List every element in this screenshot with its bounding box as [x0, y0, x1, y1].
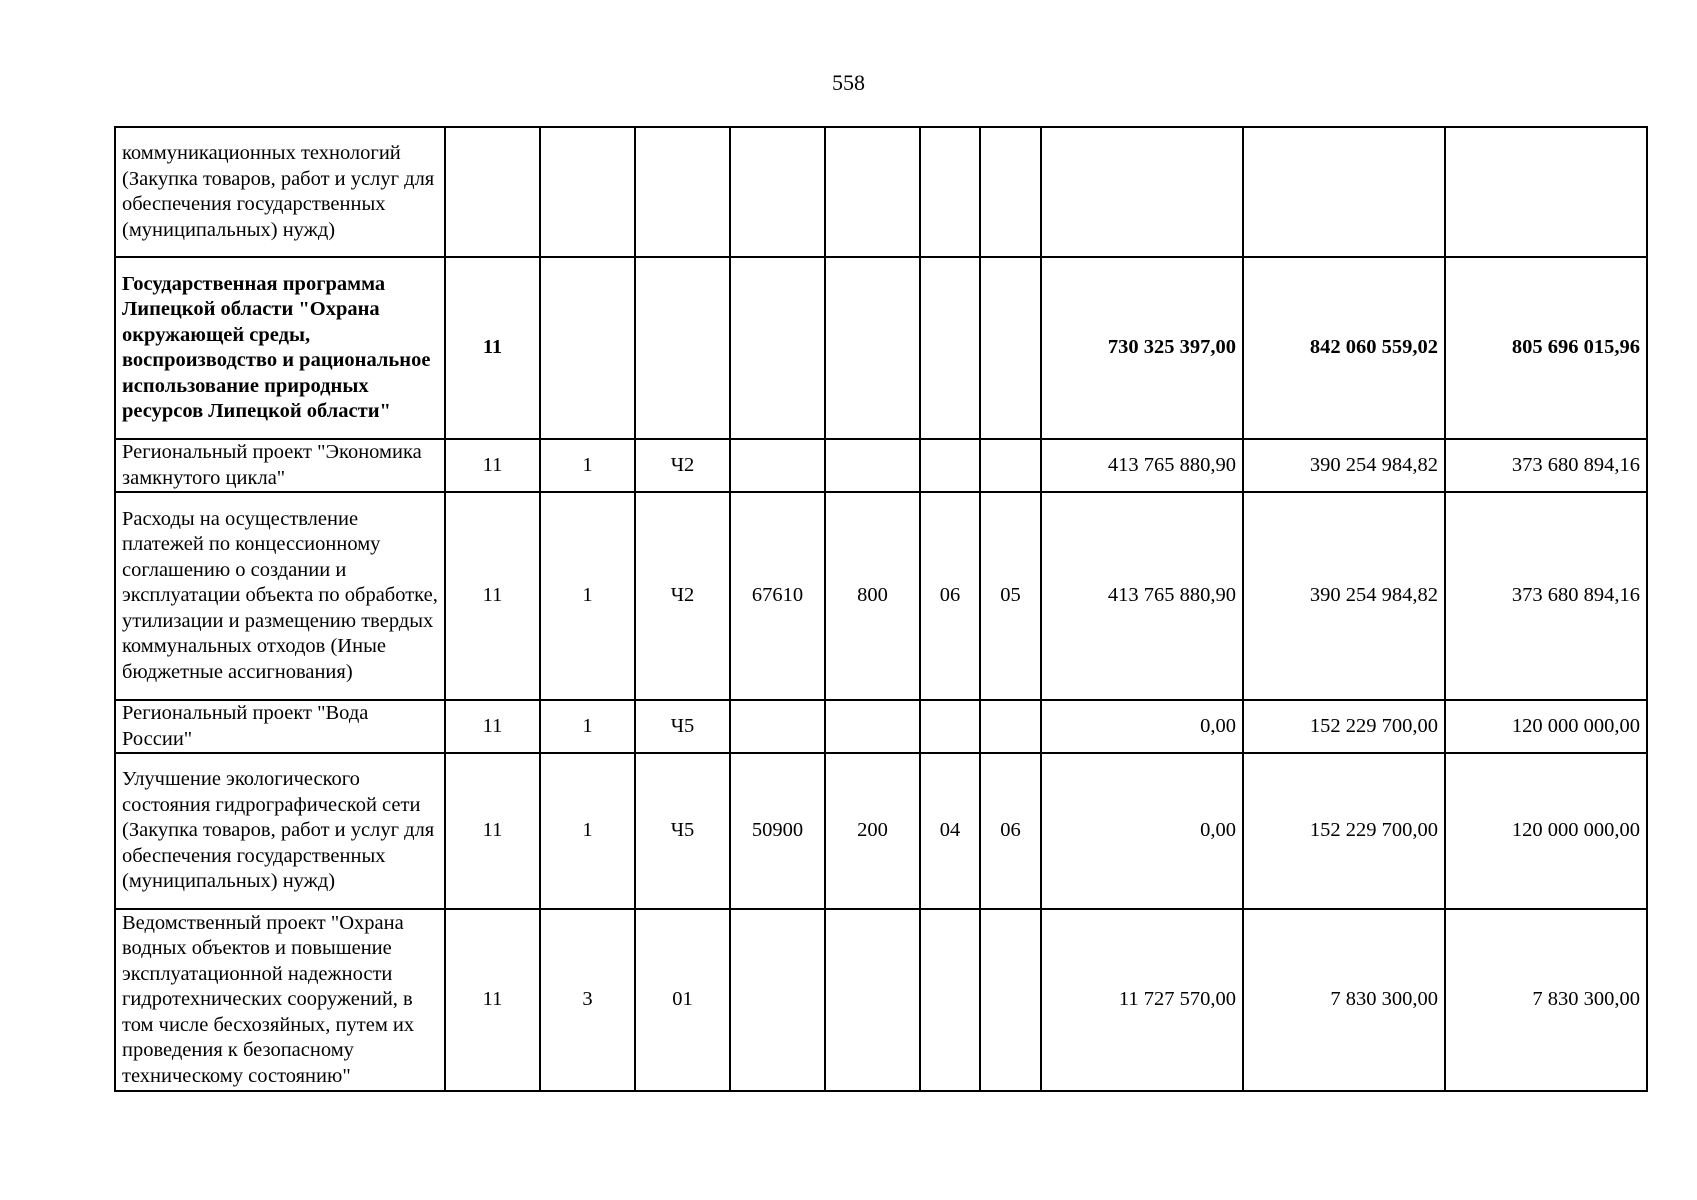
subprogram-code	[540, 127, 635, 257]
subprogram-code: 3	[540, 909, 635, 1091]
amount-year-1: 0,00	[1041, 753, 1243, 909]
section-code	[920, 700, 980, 753]
project-code	[635, 127, 730, 257]
expense-type-code	[825, 257, 920, 439]
expense-type-code	[825, 909, 920, 1091]
subsection-code	[980, 909, 1041, 1091]
gp-code: 11	[445, 909, 540, 1091]
row-name: Улучшение экологического состояния гидрографической сети (Закупка товаров, работ и услуг для обеспечения государственных (муниципальных) нужд)	[115, 753, 445, 909]
subsection-code: 05	[980, 492, 1041, 700]
page-number: 558	[832, 70, 865, 95]
section-code	[920, 127, 980, 257]
subprogram-code: 1	[540, 753, 635, 909]
amount-year-1: 11 727 570,00	[1041, 909, 1243, 1091]
row-name: коммуникационных технологий (Закупка товаров, работ и услуг для обеспечения государственных (муниципальных) нужд)	[115, 127, 445, 257]
section-code	[920, 909, 980, 1091]
subsection-code	[980, 439, 1041, 492]
expense-type-code: 800	[825, 492, 920, 700]
direction-code	[730, 257, 825, 439]
subsection-code	[980, 257, 1041, 439]
subprogram-code: 1	[540, 700, 635, 753]
project-code: Ч5	[635, 753, 730, 909]
table-row	[115, 909, 1647, 1091]
gp-code	[445, 127, 540, 257]
amount-year-1	[1041, 127, 1243, 257]
amount-year-3: 373 680 894,16	[1445, 439, 1647, 492]
amount-year-2: 152 229 700,00	[1243, 700, 1445, 753]
amount-year-2: 152 229 700,00	[1243, 753, 1445, 909]
amount-year-3	[1445, 127, 1647, 257]
gp-code: 11	[445, 257, 540, 439]
amount-year-1: 0,00	[1041, 700, 1243, 753]
direction-code	[730, 127, 825, 257]
project-code: Ч2	[635, 492, 730, 700]
direction-code: 67610	[730, 492, 825, 700]
subsection-code: 06	[980, 753, 1041, 909]
amount-year-2: 7 830 300,00	[1243, 909, 1445, 1091]
amount-year-2	[1243, 127, 1445, 257]
amount-year-1: 413 765 880,90	[1041, 439, 1243, 492]
amount-year-1: 413 765 880,90	[1041, 492, 1243, 700]
table-row	[115, 257, 1647, 439]
table-row	[115, 700, 1647, 753]
amount-year-3: 120 000 000,00	[1445, 700, 1647, 753]
gp-code: 11	[445, 439, 540, 492]
project-code: Ч2	[635, 439, 730, 492]
subprogram-code	[540, 257, 635, 439]
amount-year-1: 730 325 397,00	[1041, 257, 1243, 439]
project-code	[635, 257, 730, 439]
amount-year-3: 7 830 300,00	[1445, 909, 1647, 1091]
expense-type-code: 200	[825, 753, 920, 909]
table-row	[115, 439, 1647, 492]
project-code: 01	[635, 909, 730, 1091]
section-code	[920, 257, 980, 439]
amount-year-3: 373 680 894,16	[1445, 492, 1647, 700]
subsection-code	[980, 700, 1041, 753]
project-code: Ч5	[635, 700, 730, 753]
amount-year-3: 120 000 000,00	[1445, 753, 1647, 909]
gp-code: 11	[445, 492, 540, 700]
budget-table	[114, 126, 1648, 1092]
row-name: Ведомственный проект "Охрана водных объектов и повышение эксплуатационной надежности гидротехнических сооружений, в том числе бесхозяйных, путем их проведения к безопасному техническому состоянию"	[115, 909, 445, 1091]
expense-type-code	[825, 127, 920, 257]
row-name: Региональный проект "Вода России"	[115, 700, 445, 753]
direction-code	[730, 439, 825, 492]
table-row	[115, 753, 1647, 909]
amount-year-2: 390 254 984,82	[1243, 439, 1445, 492]
section-code: 04	[920, 753, 980, 909]
table-row	[115, 492, 1647, 700]
amount-year-2: 842 060 559,02	[1243, 257, 1445, 439]
gp-code: 11	[445, 753, 540, 909]
subprogram-code: 1	[540, 492, 635, 700]
row-name: Расходы на осуществление платежей по концессионному соглашению о создании и эксплуатации объекта по обработке, утилизации и размещению твердых коммунальных отходов (Иные бюджетные ассигнования)	[115, 492, 445, 700]
gp-code: 11	[445, 700, 540, 753]
direction-code	[730, 909, 825, 1091]
row-name: Государственная программа Липецкой области "Охрана окружающей среды, воспроизводство и рациональное использование природных ресурсов Липецкой области"	[115, 257, 445, 439]
row-name: Региональный проект "Экономика замкнутого цикла"	[115, 439, 445, 492]
amount-year-2: 390 254 984,82	[1243, 492, 1445, 700]
amount-year-3: 805 696 015,96	[1445, 257, 1647, 439]
direction-code	[730, 700, 825, 753]
subprogram-code: 1	[540, 439, 635, 492]
section-code	[920, 439, 980, 492]
section-code: 06	[920, 492, 980, 700]
direction-code: 50900	[730, 753, 825, 909]
expense-type-code	[825, 439, 920, 492]
subsection-code	[980, 127, 1041, 257]
expense-type-code	[825, 700, 920, 753]
table-row	[115, 127, 1647, 257]
